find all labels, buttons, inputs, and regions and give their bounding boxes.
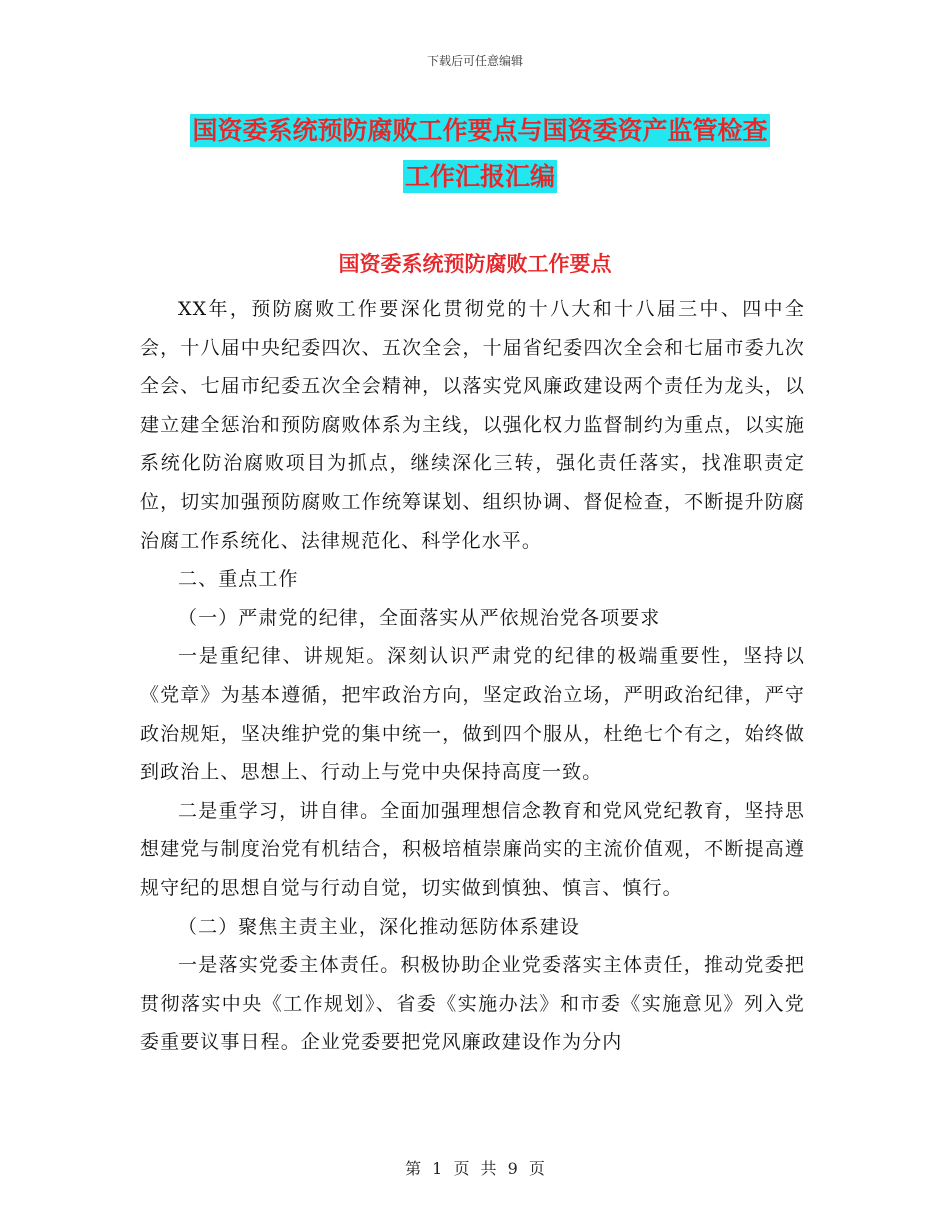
paragraph: 一是落实党委主体责任。积极协助企业党委落实主体责任，推动党委把贯彻落实中央《工作规划》、省委《实施办法》和市委《实施意见》列入党委重要议事日程。企业党委要把党风廉政建设作为分内 bbox=[140, 954, 805, 1054]
page-footer: 第 1 页 共 9 页 bbox=[405, 1159, 545, 1178]
paragraph-subheading: （一）严肃党的纪律，全面落实从严依规治党各项要求 bbox=[178, 606, 661, 629]
document-title-line-2: 工作汇报汇编 bbox=[404, 162, 555, 191]
paragraph: XX年，预防腐败工作要深化贯彻党的十八大和十八届三中、四中全会，十八届中央纪委四次、五次全会，十届省纪委四次全会和七届市委九次全会、七届市纪委五次全会精神，以落实党风廉政建设两个责任为龙头，以建立建全惩治和预防腐败体系为主线，以强化权力监督制约为重点，以实施系统化防治腐败项目为抓点，继续深化三转，强化责任落实，找准职责定位，切实加强预防腐败工作统筹谋划、组织协调、督促检查，不断提升防腐治腐工作系统化、法律规范化、科学化水平。 bbox=[140, 298, 805, 552]
body-text bbox=[140, 290, 805, 1062]
document-title bbox=[140, 108, 820, 200]
paragraph: 二是重学习，讲自律。全面加强理想信念教育和党风党纪教育，坚持思想建党与制度治党有机结合，积极培植崇廉尚实的主流价值观，不断提高遵规守纪的思想自觉与行动自觉，切实做到慎独、慎言、慎行。 bbox=[140, 799, 805, 899]
paragraph-subheading: （二）聚焦主责主业，深化推动惩防体系建设 bbox=[178, 915, 581, 938]
header-note: 下载后可任意编辑 bbox=[426, 54, 523, 68]
paragraph-heading: 二、重点工作 bbox=[178, 568, 299, 591]
section-title: 国资委系统预防腐败工作要点 bbox=[338, 252, 612, 276]
paragraph: 一是重纪律、讲规矩。深刻认识严肃党的纪律的极端重要性，坚持以《党章》为基本遵循，把牢政治方向，坚定政治立场，严明政治纪律，严守政治规矩，坚决维护党的集中统一，做到四个服从，杜绝七个有之，始终做到政治上、思想上、行动上与党中央保持高度一致。 bbox=[140, 645, 805, 784]
document-title-line-1: 国资委系统预防腐败工作要点与国资委资产监管检查 bbox=[192, 116, 768, 145]
